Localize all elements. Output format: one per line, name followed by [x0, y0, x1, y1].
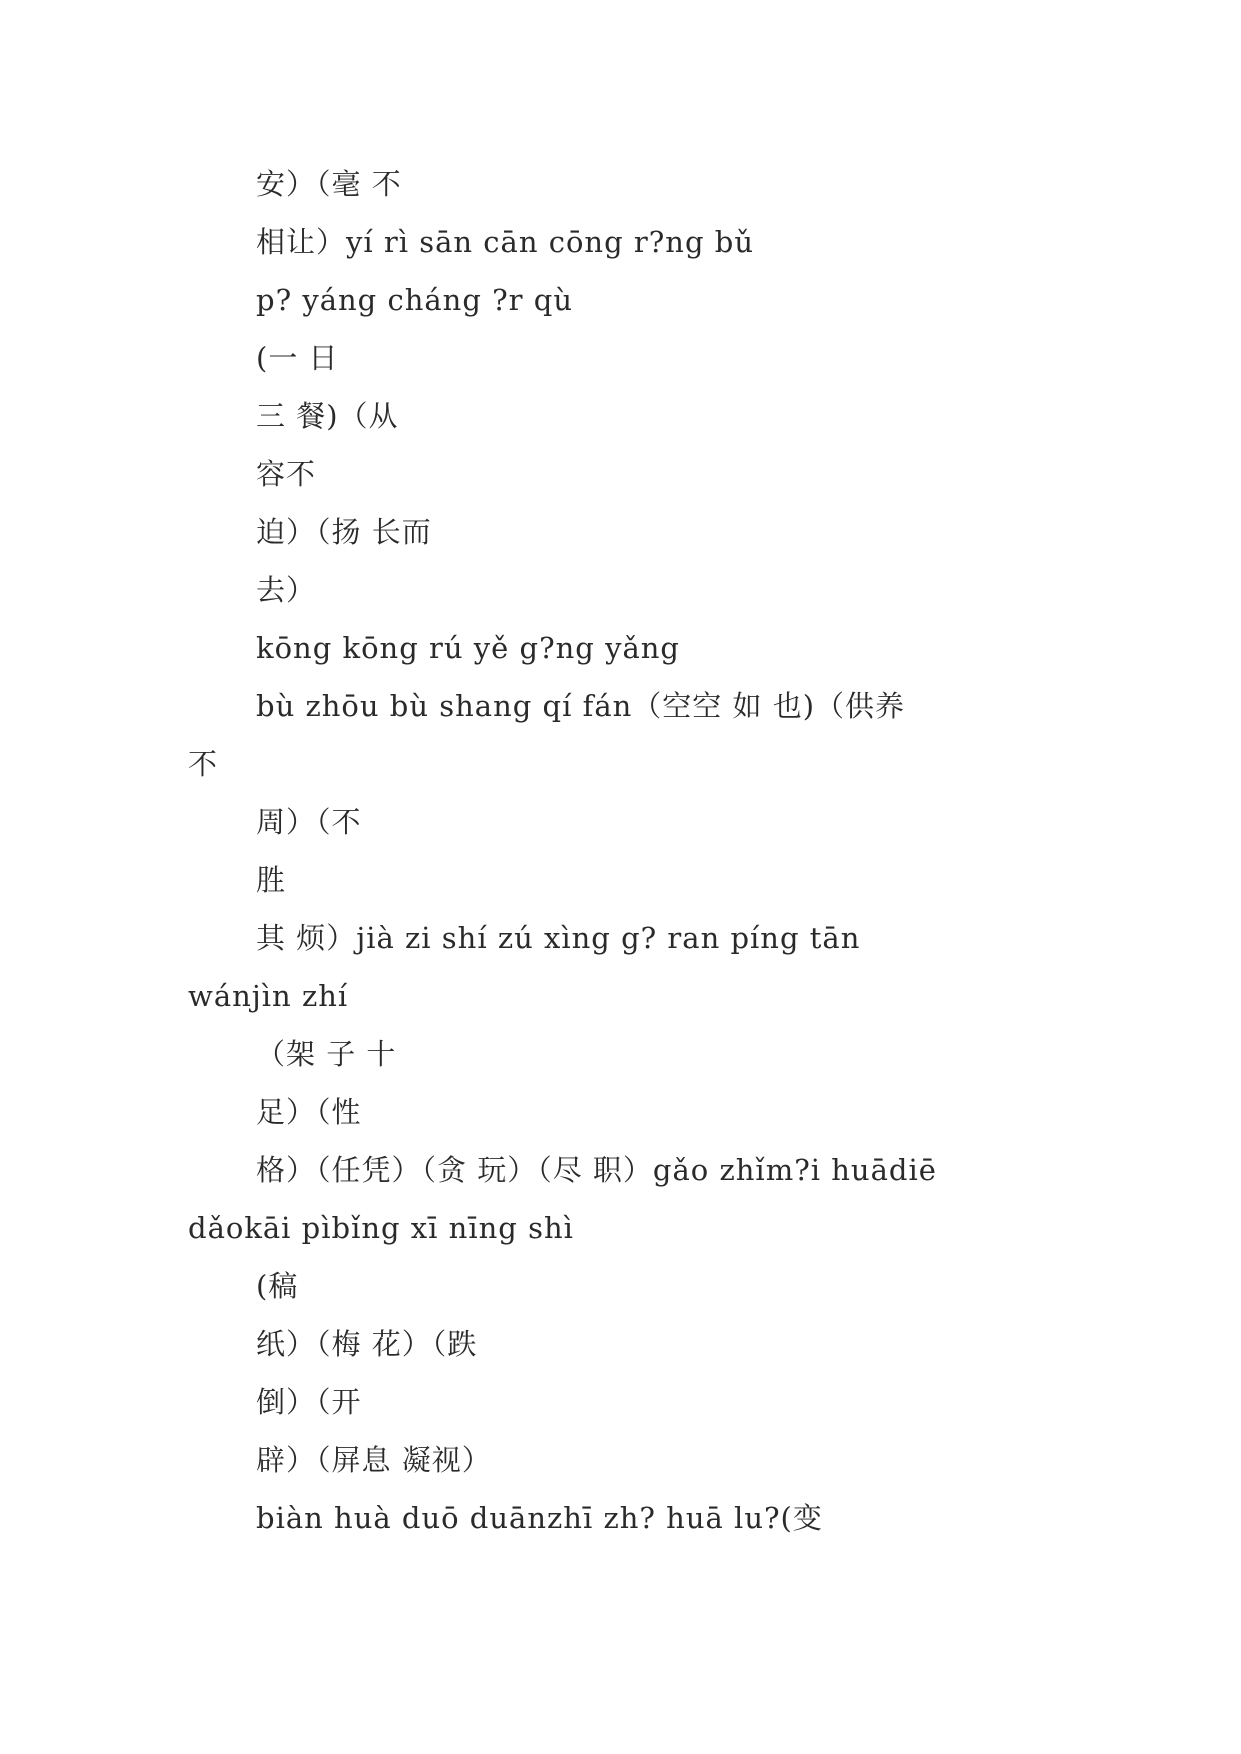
text-line: bù zhōu bù shang qí fán（空空 如 也)（供养	[256, 689, 906, 723]
text-line: 三 餐)（从	[256, 399, 399, 433]
text-line: 足）（性	[256, 1095, 362, 1129]
text-line: (稿	[256, 1269, 299, 1303]
text-line: 格）（任凭）（贪 玩）（尽 职）gǎo zhǐm?i huādiē	[256, 1153, 937, 1187]
text-line: (一 日	[256, 341, 339, 375]
text-line: 不	[188, 747, 219, 781]
text-line: 相让）yí rì sān cān cōng r?ng bǔ	[256, 225, 754, 259]
text-line: 周）（不	[256, 805, 362, 839]
text-line: 迫）（扬 长而	[256, 515, 432, 549]
text-line: 去）	[256, 573, 317, 607]
text-line: 辟）（屏息 凝视）	[256, 1443, 492, 1477]
text-line: 安）（毫 不	[256, 167, 402, 201]
text-line: 容不	[256, 457, 317, 491]
text-line: biàn huà duō duānzhī zh? huā lu?(变	[256, 1501, 823, 1535]
text-line: 其 烦）jià zi shí zú xìng g? ran píng tān	[256, 921, 861, 955]
text-line: 胜	[256, 863, 287, 897]
text-line: dǎokāi pìbǐng xī nīng shì	[188, 1211, 574, 1245]
text-line: kōng kōng rú yě g?ng yǎng	[256, 631, 680, 665]
text-line: 倒）（开	[256, 1385, 362, 1419]
text-line: （架 子 十	[256, 1037, 397, 1071]
text-line: 纸）（梅 花）（跌	[256, 1327, 478, 1361]
text-line: wánjìn zhí	[188, 979, 349, 1013]
text-line: p? yáng cháng ?r qù	[256, 283, 574, 317]
